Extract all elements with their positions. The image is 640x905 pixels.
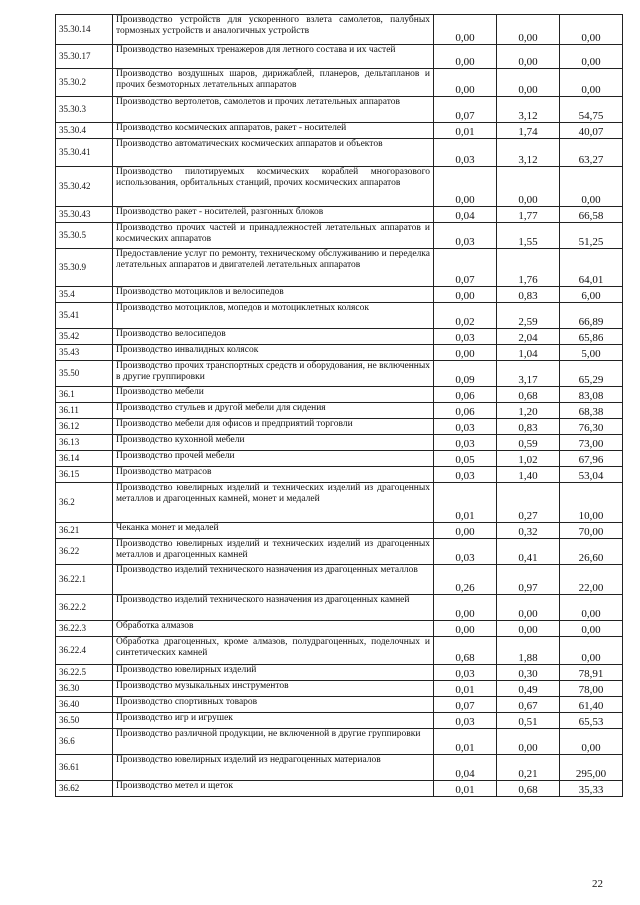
- value-3-cell: 78,00: [560, 681, 623, 697]
- code-cell: 36.50: [56, 713, 113, 729]
- code-cell: 35.41: [56, 303, 113, 329]
- value-2-cell: 0,00: [497, 69, 560, 97]
- code-cell: 36.22.2: [56, 595, 113, 621]
- value-3-cell: 0,00: [560, 621, 623, 637]
- code-cell: 35.30.2: [56, 69, 113, 97]
- value-2-cell: 3,12: [497, 139, 560, 167]
- code-cell: 36.22.4: [56, 637, 113, 665]
- value-3-cell: 83,08: [560, 387, 623, 403]
- value-1-cell: 0,00: [434, 167, 497, 207]
- table-row: [56, 565, 623, 595]
- value-2-cell: 0,51: [497, 713, 560, 729]
- value-3-cell: 6,00: [560, 287, 623, 303]
- value-3-cell: 51,25: [560, 223, 623, 249]
- description-cell: Чеканка монет и медалей: [113, 523, 434, 539]
- code-cell: 36.22.3: [56, 621, 113, 637]
- code-cell: 36.13: [56, 435, 113, 451]
- table-row: [56, 329, 623, 345]
- value-3-cell: 78,91: [560, 665, 623, 681]
- description-cell: Производство ювелирных изделий и технических изделий из драгоценных металлов и драгоценных камней: [113, 539, 434, 565]
- description-cell: Производство стульев и другой мебели для сидения: [113, 403, 434, 419]
- value-1-cell: 0,01: [434, 729, 497, 755]
- value-2-cell: 0,00: [497, 45, 560, 69]
- value-2-cell: 0,00: [497, 729, 560, 755]
- table-row: [56, 419, 623, 435]
- table-row: [56, 207, 623, 223]
- code-cell: 36.15: [56, 467, 113, 483]
- code-cell: 36.11: [56, 403, 113, 419]
- value-2-cell: 0,97: [497, 565, 560, 595]
- description-cell: Производство устройств для ускоренного взлета самолетов, палубных тормозных устройств и аналогичных устройств: [113, 15, 434, 45]
- code-cell: 35.30.17: [56, 45, 113, 69]
- value-1-cell: 0,03: [434, 713, 497, 729]
- value-3-cell: 22,00: [560, 565, 623, 595]
- value-3-cell: 68,38: [560, 403, 623, 419]
- description-cell: Производство инвалидных колясок: [113, 345, 434, 361]
- value-3-cell: 0,00: [560, 595, 623, 621]
- value-2-cell: 0,41: [497, 539, 560, 565]
- description-cell: Производство метел и щеток: [113, 781, 434, 797]
- code-cell: 35.42: [56, 329, 113, 345]
- table-row: [56, 729, 623, 755]
- value-2-cell: 0,68: [497, 387, 560, 403]
- value-1-cell: 0,07: [434, 97, 497, 123]
- page-number: 22: [592, 878, 603, 890]
- value-1-cell: 0,01: [434, 123, 497, 139]
- value-3-cell: 0,00: [560, 45, 623, 69]
- table-row: [56, 523, 623, 539]
- value-2-cell: 3,12: [497, 97, 560, 123]
- table-row: [56, 45, 623, 69]
- value-1-cell: 0,09: [434, 361, 497, 387]
- code-cell: 36.40: [56, 697, 113, 713]
- description-cell: Производство воздушных шаров, дирижаблей, планеров, дельтапланов и прочих безмоторных летательных аппаратов: [113, 69, 434, 97]
- value-2-cell: 0,30: [497, 665, 560, 681]
- value-3-cell: 65,53: [560, 713, 623, 729]
- code-cell: 36.2: [56, 483, 113, 523]
- value-3-cell: 64,01: [560, 249, 623, 287]
- table-row: [56, 539, 623, 565]
- value-1-cell: 0,00: [434, 345, 497, 361]
- table-row: [56, 467, 623, 483]
- code-cell: 35.30.9: [56, 249, 113, 287]
- value-3-cell: 61,40: [560, 697, 623, 713]
- description-cell: Производство кухонной мебели: [113, 435, 434, 451]
- value-2-cell: 0,00: [497, 167, 560, 207]
- code-cell: 35.50: [56, 361, 113, 387]
- value-3-cell: 66,58: [560, 207, 623, 223]
- table-row: [56, 223, 623, 249]
- value-1-cell: 0,03: [434, 665, 497, 681]
- table-row: [56, 755, 623, 781]
- table-row: [56, 69, 623, 97]
- value-2-cell: 2,59: [497, 303, 560, 329]
- table-row: [56, 713, 623, 729]
- table-row: [56, 637, 623, 665]
- okved-table: [55, 14, 623, 797]
- value-3-cell: 0,00: [560, 729, 623, 755]
- value-2-cell: 0,21: [497, 755, 560, 781]
- code-cell: 36.22.1: [56, 565, 113, 595]
- value-1-cell: 0,06: [434, 387, 497, 403]
- value-2-cell: 0,67: [497, 697, 560, 713]
- value-3-cell: 40,07: [560, 123, 623, 139]
- value-1-cell: 0,04: [434, 755, 497, 781]
- description-cell: Производство пилотируемых космических кораблей многоразового использования, орбитальных станций, прочих космических аппаратов: [113, 167, 434, 207]
- table-row: [56, 123, 623, 139]
- value-2-cell: 3,17: [497, 361, 560, 387]
- value-1-cell: 0,00: [434, 621, 497, 637]
- value-3-cell: 65,86: [560, 329, 623, 345]
- table-row: [56, 697, 623, 713]
- value-1-cell: 0,00: [434, 287, 497, 303]
- value-1-cell: 0,07: [434, 697, 497, 713]
- description-cell: Производство различной продукции, не включенной в другие группировки: [113, 729, 434, 755]
- description-cell: Производство спортивных товаров: [113, 697, 434, 713]
- value-2-cell: 1,40: [497, 467, 560, 483]
- table-row: [56, 345, 623, 361]
- value-2-cell: 1,02: [497, 451, 560, 467]
- value-1-cell: 0,26: [434, 565, 497, 595]
- table-row: [56, 249, 623, 287]
- value-1-cell: 0,03: [434, 539, 497, 565]
- value-2-cell: 1,77: [497, 207, 560, 223]
- code-cell: 36.21: [56, 523, 113, 539]
- value-3-cell: 295,00: [560, 755, 623, 781]
- description-cell: Производство прочих транспортных средств и оборудования, не включенных в другие группировки: [113, 361, 434, 387]
- value-3-cell: 54,75: [560, 97, 623, 123]
- code-cell: 35.30.4: [56, 123, 113, 139]
- code-cell: 35.30.5: [56, 223, 113, 249]
- table-row: [56, 595, 623, 621]
- table-row: [56, 435, 623, 451]
- code-cell: 36.22: [56, 539, 113, 565]
- value-3-cell: 67,96: [560, 451, 623, 467]
- value-1-cell: 0,02: [434, 303, 497, 329]
- code-cell: 36.62: [56, 781, 113, 797]
- value-1-cell: 0,00: [434, 45, 497, 69]
- code-cell: 35.30.14: [56, 15, 113, 45]
- description-cell: Производство ювелирных изделий из недрагоценных материалов: [113, 755, 434, 781]
- description-cell: Производство мебели: [113, 387, 434, 403]
- table-row: [56, 167, 623, 207]
- code-cell: 36.22.5: [56, 665, 113, 681]
- value-3-cell: 53,04: [560, 467, 623, 483]
- description-cell: Производство автоматических космических аппаратов и объектов: [113, 139, 434, 167]
- table-row: [56, 621, 623, 637]
- description-cell: Производство наземных тренажеров для летного состава и их частей: [113, 45, 434, 69]
- code-cell: 35.43: [56, 345, 113, 361]
- value-2-cell: 1,20: [497, 403, 560, 419]
- value-1-cell: 0,00: [434, 595, 497, 621]
- code-cell: 36.61: [56, 755, 113, 781]
- code-cell: 36.1: [56, 387, 113, 403]
- table-row: [56, 97, 623, 123]
- value-2-cell: 0,83: [497, 287, 560, 303]
- table-row: [56, 361, 623, 387]
- description-cell: Производство изделий технического назначения из драгоценных камней: [113, 595, 434, 621]
- description-cell: Производство велосипедов: [113, 329, 434, 345]
- value-2-cell: 0,49: [497, 681, 560, 697]
- code-cell: 35.4: [56, 287, 113, 303]
- value-3-cell: 0,00: [560, 69, 623, 97]
- value-2-cell: 0,00: [497, 621, 560, 637]
- value-1-cell: 0,01: [434, 483, 497, 523]
- description-cell: Производство музыкальных инструментов: [113, 681, 434, 697]
- description-cell: Обработка драгоценных, кроме алмазов, полудрагоценных, поделочных и синтетических камней: [113, 637, 434, 665]
- description-cell: Производство прочих частей и принадлежностей летательных аппаратов и космических аппаратов: [113, 223, 434, 249]
- value-2-cell: 1,76: [497, 249, 560, 287]
- value-1-cell: 0,00: [434, 15, 497, 45]
- value-2-cell: 0,00: [497, 15, 560, 45]
- value-2-cell: 1,55: [497, 223, 560, 249]
- table-row: [56, 139, 623, 167]
- table-row: [56, 387, 623, 403]
- value-1-cell: 0,03: [434, 139, 497, 167]
- value-3-cell: 0,00: [560, 637, 623, 665]
- value-1-cell: 0,00: [434, 69, 497, 97]
- code-cell: 35.30.43: [56, 207, 113, 223]
- value-1-cell: 0,01: [434, 781, 497, 797]
- value-1-cell: 0,05: [434, 451, 497, 467]
- table-row: [56, 665, 623, 681]
- description-cell: Производство прочей мебели: [113, 451, 434, 467]
- table-row: [56, 403, 623, 419]
- code-cell: 35.30.41: [56, 139, 113, 167]
- description-cell: Обработка алмазов: [113, 621, 434, 637]
- description-cell: Производство матрасов: [113, 467, 434, 483]
- value-2-cell: 1,04: [497, 345, 560, 361]
- value-1-cell: 0,03: [434, 419, 497, 435]
- value-1-cell: 0,06: [434, 403, 497, 419]
- value-3-cell: 26,60: [560, 539, 623, 565]
- table-row: [56, 483, 623, 523]
- description-cell: Предоставление услуг по ремонту, техническому обслуживанию и переделка летательных аппаратов и двигателей летательных аппаратов: [113, 249, 434, 287]
- value-2-cell: 0,83: [497, 419, 560, 435]
- value-1-cell: 0,03: [434, 329, 497, 345]
- table-body: [56, 15, 623, 797]
- table-row: [56, 15, 623, 45]
- value-3-cell: 5,00: [560, 345, 623, 361]
- code-cell: 35.30.3: [56, 97, 113, 123]
- value-3-cell: 65,29: [560, 361, 623, 387]
- value-3-cell: 73,00: [560, 435, 623, 451]
- value-3-cell: 35,33: [560, 781, 623, 797]
- value-3-cell: 63,27: [560, 139, 623, 167]
- description-cell: Производство мотоциклов и велосипедов: [113, 287, 434, 303]
- value-1-cell: 0,07: [434, 249, 497, 287]
- code-cell: 36.30: [56, 681, 113, 697]
- table-row: [56, 781, 623, 797]
- value-1-cell: 0,68: [434, 637, 497, 665]
- description-cell: Производство ювелирных изделий: [113, 665, 434, 681]
- value-1-cell: 0,00: [434, 523, 497, 539]
- value-3-cell: 10,00: [560, 483, 623, 523]
- description-cell: Производство ювелирных изделий и технических изделий из драгоценных металлов и драгоценных камней, монет и медалей: [113, 483, 434, 523]
- value-2-cell: 0,59: [497, 435, 560, 451]
- value-2-cell: 1,88: [497, 637, 560, 665]
- value-3-cell: 76,30: [560, 419, 623, 435]
- table-row: [56, 681, 623, 697]
- value-2-cell: 0,00: [497, 595, 560, 621]
- description-cell: Производство космических аппаратов, ракет - носителей: [113, 123, 434, 139]
- table-row: [56, 287, 623, 303]
- description-cell: Производство игр и игрушек: [113, 713, 434, 729]
- value-2-cell: 0,68: [497, 781, 560, 797]
- value-1-cell: 0,03: [434, 435, 497, 451]
- code-cell: 36.12: [56, 419, 113, 435]
- table-row: [56, 303, 623, 329]
- value-3-cell: 0,00: [560, 167, 623, 207]
- value-1-cell: 0,01: [434, 681, 497, 697]
- code-cell: 36.6: [56, 729, 113, 755]
- description-cell: Производство мотоциклов, мопедов и мотоциклетных колясок: [113, 303, 434, 329]
- value-1-cell: 0,03: [434, 223, 497, 249]
- code-cell: 35.30.42: [56, 167, 113, 207]
- description-cell: Производство вертолетов, самолетов и прочих летательных аппаратов: [113, 97, 434, 123]
- description-cell: Производство изделий технического назначения из драгоценных металлов: [113, 565, 434, 595]
- value-2-cell: 0,27: [497, 483, 560, 523]
- value-3-cell: 70,00: [560, 523, 623, 539]
- value-1-cell: 0,03: [434, 467, 497, 483]
- value-3-cell: 66,89: [560, 303, 623, 329]
- code-cell: 36.14: [56, 451, 113, 467]
- table-row: [56, 451, 623, 467]
- description-cell: Производство ракет - носителей, разгонных блоков: [113, 207, 434, 223]
- value-2-cell: 1,74: [497, 123, 560, 139]
- value-1-cell: 0,04: [434, 207, 497, 223]
- value-2-cell: 0,32: [497, 523, 560, 539]
- value-2-cell: 2,04: [497, 329, 560, 345]
- value-3-cell: 0,00: [560, 15, 623, 45]
- description-cell: Производство мебели для офисов и предприятий торговли: [113, 419, 434, 435]
